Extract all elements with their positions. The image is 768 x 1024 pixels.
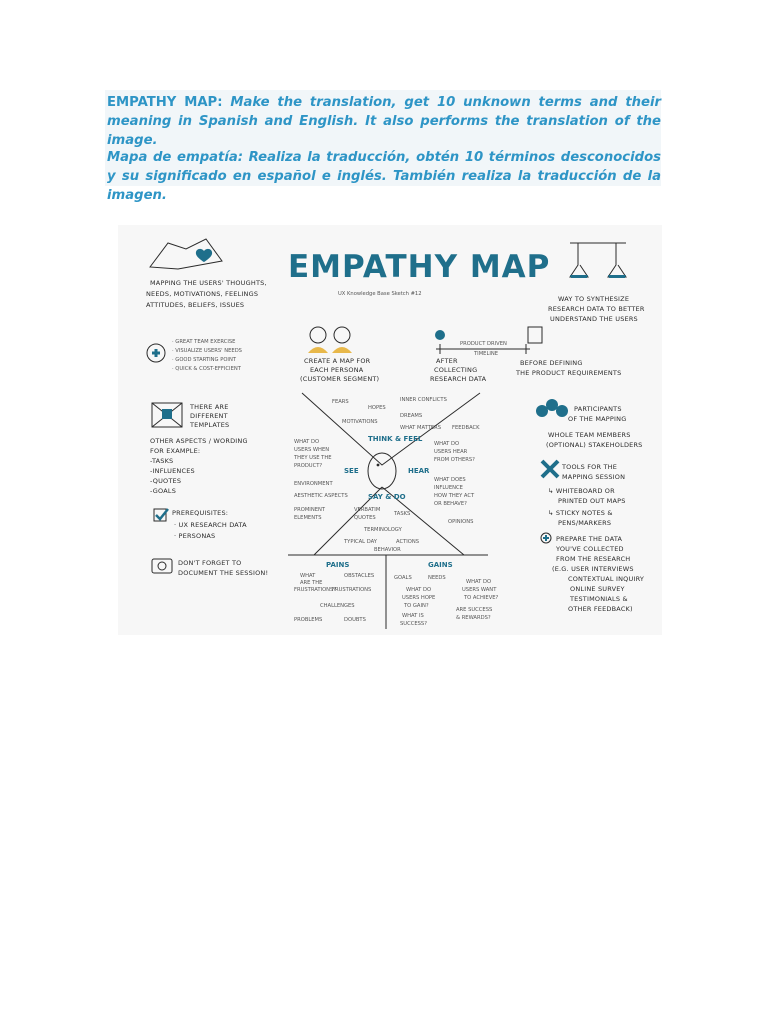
- gains-word-needs: NEEDS: [428, 575, 446, 581]
- checkbox-icon: [154, 509, 168, 521]
- other-aspects-1: OTHER ASPECTS / WORDING: [150, 437, 248, 445]
- timeline-label-1: PRODUCT DRIVEN: [460, 341, 507, 347]
- instructions-block: [105, 90, 661, 203]
- tools-line-3: ↳ WHITEBOARD OR: [548, 487, 615, 495]
- document-line-2: DOCUMENT THE SESSION!: [178, 569, 269, 577]
- gains-word-achieve-2: USERS WANT: [462, 587, 497, 593]
- pains-word-1: WHAT: [300, 573, 316, 579]
- gains-word-hope-1: WHAT DO: [406, 587, 432, 593]
- persona-line-2: EACH PERSONA: [310, 366, 364, 374]
- pains-label: PAINS: [326, 561, 350, 569]
- templates-line-1: THERE ARE: [190, 403, 229, 411]
- persona-line-1: CREATE A MAP FOR: [304, 357, 371, 365]
- see-label: SEE: [344, 467, 359, 475]
- prepare-line-8: OTHER FEEDBACK): [568, 605, 633, 613]
- see-word-2: USERS WHEN: [294, 447, 330, 453]
- participants-line-2: OF THE MAPPING: [568, 415, 627, 423]
- synthesize-line-2: RESEARCH DATA TO BETTER: [548, 305, 645, 313]
- pains-word-obstacles: OBSTACLES: [344, 573, 375, 579]
- benefit-1: · GREAT TEAM EXERCISE: [172, 339, 236, 345]
- camera-icon: [152, 559, 172, 573]
- document-line-1: DON'T FORGET TO: [178, 559, 242, 567]
- english-lead: EMPATHY MAP:: [107, 95, 223, 110]
- hear-word-feedback: FEEDBACK: [452, 425, 480, 431]
- tools-line-1: TOOLS FOR THE: [562, 463, 618, 471]
- prerequisites-title: PREREQUISITES:: [172, 509, 229, 517]
- before-line-1: BEFORE DEFINING: [520, 359, 583, 367]
- pains-word-3: FRUSTRATIONS?: [294, 587, 337, 593]
- think-word-hopes: HOPES: [368, 405, 386, 411]
- see-word-environment: ENVIRONMENT: [294, 481, 333, 487]
- hear-word-3: FROM OTHERS?: [434, 457, 475, 463]
- spanish-instructions: Mapa de empatía: Realiza la traducción, obtén 10 términos desconocidos y su significado en español e inglés. También realiza la traducción de la imagen.: [107, 150, 661, 203]
- benefit-4: · QUICK & COST-EFFICIENT: [172, 366, 241, 372]
- prepare-line-4: (E.G. USER INTERVIEWS: [552, 565, 634, 573]
- gains-word-hope-2: USERS HOPE: [402, 595, 436, 601]
- gains-word-achieve-3: TO ACHIEVE?: [464, 595, 499, 601]
- prepare-line-7: TESTIMONIALS &: [570, 595, 628, 603]
- tools-icon: [542, 461, 558, 477]
- see-word-prominent: PROMINENT: [294, 507, 326, 513]
- sketch-canvas: [118, 225, 662, 635]
- gains-word-goals: GOALS: [394, 575, 412, 581]
- say-word-terminology: TERMINOLOGY: [364, 527, 402, 533]
- map-icon: [150, 239, 222, 269]
- prerequisites-item-1: · UX RESEARCH DATA: [174, 521, 247, 529]
- timeline-label-2: TIMELINE: [474, 351, 499, 357]
- english-body: Make the translation, get 10 unknown terms and their meaning in Spanish and English. It also performs the translation of the image.: [107, 95, 661, 148]
- tools-line-6: PENS/MARKERS: [558, 519, 612, 527]
- english-instructions: [107, 93, 661, 150]
- say-word-tasks: TASKS: [394, 511, 411, 517]
- think-word-inner-conflicts: INNER CONFLICTS: [400, 397, 447, 403]
- after-line-2: COLLECTING: [434, 366, 478, 374]
- think-word-what-matters: WHAT MATTERS: [400, 425, 442, 431]
- think-word-dreams: DREAMS: [400, 413, 423, 419]
- other-aspects-4: -INFLUENCES: [150, 467, 195, 475]
- see-word-1: WHAT DO: [294, 439, 320, 445]
- synthesize-line-3: UNDERSTAND THE USERS: [550, 315, 638, 323]
- hear-word-6: HOW THEY ACT: [434, 493, 475, 499]
- tools-line-5: ↳ STICKY NOTES &: [548, 509, 613, 517]
- persona-icon: [308, 327, 352, 353]
- hear-label: HEAR: [408, 467, 430, 475]
- other-aspects-3: -TASKS: [150, 457, 174, 465]
- flasks-icon: [570, 243, 626, 278]
- tools-line-2: MAPPING SESSION: [562, 473, 626, 481]
- prepare-line-5: CONTEXTUAL INQUIRY: [568, 575, 645, 583]
- hear-word-2: USERS HEAR: [434, 449, 468, 455]
- benefit-2: · VISUALIZE USERS' NEEDS: [172, 348, 242, 354]
- pains-word-2: ARE THE: [300, 580, 323, 586]
- hear-word-1: WHAT DO: [434, 441, 460, 447]
- prepare-line-2: YOU'VE COLLECTED: [556, 545, 624, 553]
- head-icon: [368, 453, 396, 489]
- think-word-motivations: MOTIVATIONS: [342, 419, 378, 425]
- prepare-line-1: PREPARE THE DATA: [556, 535, 623, 543]
- say-word-verbatim: VERBATIM: [354, 507, 381, 513]
- participants-line-4: (OPTIONAL) STAKEHOLDERS: [546, 441, 643, 449]
- gains-label: GAINS: [428, 561, 453, 569]
- prepare-line-6: ONLINE SURVEY: [570, 585, 625, 593]
- top-left-line-3: ATTITUDES, BELIEFS, ISSUES: [146, 301, 245, 309]
- pains-word-doubts: DOUBTS: [344, 617, 366, 623]
- sketch-title: EMPATHY MAP: [288, 249, 551, 285]
- gains-word-rewards-2: & REWARDS?: [456, 615, 491, 621]
- tools-line-4: PRINTED OUT MAPS: [558, 497, 626, 505]
- people-icon: [536, 399, 568, 417]
- sketch-subtitle: UX Knowledge Base Sketch #12: [338, 291, 422, 297]
- hear-word-4: WHAT DOES: [434, 477, 466, 483]
- see-word-3: THEY USE THE: [294, 455, 332, 461]
- think-word-fears: FEARS: [332, 399, 349, 405]
- gains-word-rewards-1: ARE SUCCESS: [456, 607, 493, 613]
- templates-line-2: DIFFERENT: [190, 412, 228, 420]
- say-do-label: SAY & DO: [368, 493, 406, 501]
- templates-line-3: TEMPLATES: [190, 421, 230, 429]
- plus-icon-small: [541, 533, 551, 543]
- see-word-elements: ELEMENTS: [294, 515, 322, 521]
- gains-word-success-1: WHAT IS: [402, 613, 424, 619]
- persona-line-3: (CUSTOMER SEGMENT): [300, 375, 380, 383]
- say-word-quotes: QUOTES: [354, 515, 376, 521]
- plus-circle-icon: [147, 344, 165, 362]
- prepare-line-3: FROM THE RESEARCH: [556, 555, 631, 563]
- participants-line-3: WHOLE TEAM MEMBERS: [548, 431, 631, 439]
- empathy-map-sketch: [118, 225, 662, 635]
- gains-word-success-2: SUCCESS?: [400, 621, 427, 627]
- pains-word-challenges: CHALLENGES: [320, 603, 355, 609]
- synthesize-line-1: WAY TO SYNTHESIZE: [558, 295, 630, 303]
- say-word-typical-day: TYPICAL DAY: [344, 539, 377, 545]
- prerequisites-item-2: · PERSONAS: [174, 532, 216, 540]
- gains-word-hope-3: TO GAIN?: [404, 603, 429, 609]
- gains-word-achieve-1: WHAT DO: [466, 579, 492, 585]
- other-aspects-2: FOR EXAMPLE:: [150, 447, 201, 455]
- see-word-aesthetic: AESTHETIC ASPECTS: [294, 493, 348, 499]
- top-left-line-1: MAPPING THE USERS' THOUGHTS,: [150, 279, 267, 287]
- before-line-2: THE PRODUCT REQUIREMENTS: [516, 369, 622, 377]
- hear-word-5: INFLUENCE: [434, 485, 463, 491]
- after-line-3: RESEARCH DATA: [430, 375, 487, 383]
- benefit-3: · GOOD STARTING POINT: [172, 357, 236, 363]
- see-word-4: PRODUCT?: [294, 463, 323, 469]
- say-word-behavior: BEHAVIOR: [374, 547, 401, 553]
- after-line-1: AFTER: [436, 357, 458, 365]
- pains-word-frustrations: FRUSTRATIONS: [332, 587, 372, 593]
- think-feel-label: THINK & FEEL: [368, 435, 423, 443]
- top-left-line-2: NEEDS, MOTIVATIONS, FEELINGS: [146, 290, 259, 298]
- participants-line-1: PARTICIPANTS: [574, 405, 622, 413]
- template-icon: [152, 403, 182, 427]
- pains-word-problems: PROBLEMS: [294, 617, 323, 623]
- other-aspects-6: -GOALS: [150, 487, 177, 495]
- hear-word-7: OR BEHAVE?: [434, 501, 467, 507]
- hear-word-opinions: OPINIONS: [448, 519, 474, 525]
- other-aspects-5: -QUOTES: [150, 477, 182, 485]
- say-word-actions: ACTIONS: [396, 539, 420, 545]
